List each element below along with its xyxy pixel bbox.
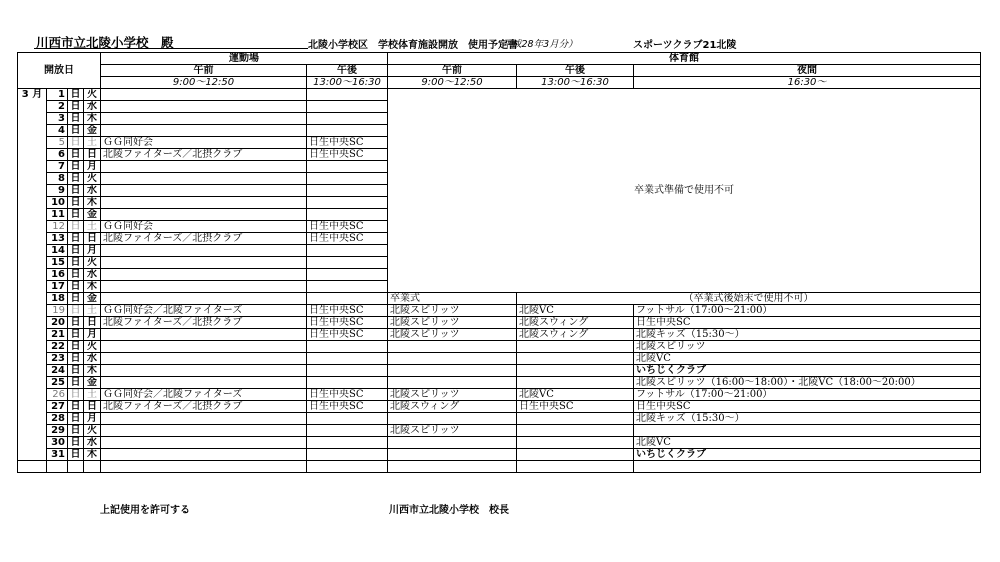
gym-pm-cell: 日生中央SC (517, 401, 634, 413)
gym-night-cell: 北陵VC (634, 353, 981, 365)
ground-pm-cell (307, 89, 388, 101)
gym-pm-cell (517, 365, 634, 377)
day-number: 15 (47, 257, 68, 269)
day-number: 2 (47, 101, 68, 113)
ground-am-cell (101, 257, 307, 269)
day-number: 23 (47, 353, 68, 365)
gym-am-cell (388, 365, 517, 377)
ground-am-cell: 北陵ファイターズ／北摂クラブ (101, 401, 307, 413)
weekday: 土 (84, 137, 101, 149)
table-row (18, 341, 981, 353)
day-unit: 日 (68, 305, 84, 317)
weekday: 水 (84, 185, 101, 197)
table-row (18, 329, 981, 341)
table-row (18, 389, 981, 401)
ground-pm-cell (307, 161, 388, 173)
weekday: 日 (84, 317, 101, 329)
ground-pm-cell (307, 257, 388, 269)
ground-am-header: 午前 (101, 65, 307, 77)
day-unit: 日 (68, 113, 84, 125)
table-row (18, 353, 981, 365)
table-row (18, 413, 981, 425)
gym-night-header: 夜間 (634, 65, 981, 77)
gym-night-cell: 日生中央SC (634, 317, 981, 329)
ground-pm-cell (307, 197, 388, 209)
table-row (18, 461, 981, 473)
day-unit: 日 (68, 293, 84, 305)
weekday: 水 (84, 353, 101, 365)
ground-am-cell (101, 269, 307, 281)
ground-am-cell (101, 113, 307, 125)
day-unit: 日 (68, 281, 84, 293)
ground-am-cell: ＧＧ同好会 (101, 137, 307, 149)
gym-night-cell: フットサル（17:00～21:00） (634, 305, 981, 317)
day-number: 3 (47, 113, 68, 125)
gym-night-cell: （卒業式後始末で使用不可） (517, 293, 981, 305)
day-unit: 日 (68, 317, 84, 329)
ground-am-cell (101, 185, 307, 197)
gym-am-cell: 北陵スピリッツ (388, 317, 517, 329)
ground-pm-cell (307, 125, 388, 137)
day-unit: 日 (68, 389, 84, 401)
day-number: 14 (47, 245, 68, 257)
weekday: 水 (84, 437, 101, 449)
gym-pm-time: 13:00～16:30 (517, 77, 634, 89)
day-unit: 日 (68, 173, 84, 185)
day-number: 27 (47, 401, 68, 413)
day-number: 11 (47, 209, 68, 221)
ground-pm-cell (307, 341, 388, 353)
gym-pm-cell: 北陵VC (517, 305, 634, 317)
open-day-header: 開放日 (18, 53, 101, 89)
day-number: 26 (47, 389, 68, 401)
gym-am-cell: 北陵スピリッツ (388, 425, 517, 437)
weekday: 月 (84, 161, 101, 173)
schedule-body (18, 89, 981, 473)
ground-pm-cell: 日生中央SC (307, 401, 388, 413)
day-unit: 日 (68, 353, 84, 365)
gym-am-cell (388, 341, 517, 353)
table-row (18, 425, 981, 437)
ground-am-cell (101, 341, 307, 353)
weekday: 日 (84, 233, 101, 245)
gym-am-cell: 北陵スウィング (388, 401, 517, 413)
ground-pm-cell: 日生中央SC (307, 317, 388, 329)
gym-am-time: 9:00～12:50 (388, 77, 517, 89)
ground-am-cell: 北陵ファイターズ／北摂クラブ (101, 317, 307, 329)
gym-am-cell (388, 377, 517, 389)
ground-am-cell (101, 161, 307, 173)
gym-night-cell: 北陵スピリッツ（16:00～18:00）・北陵VC（18:00～20:00） (634, 377, 981, 389)
weekday: 火 (84, 341, 101, 353)
ground-am-cell: 北陵ファイターズ／北摂クラブ (101, 149, 307, 161)
weekday: 火 (84, 89, 101, 101)
gym-night-cell: いちじくクラブ (634, 365, 981, 377)
weekday: 木 (84, 281, 101, 293)
day-unit: 日 (68, 329, 84, 341)
document-title: 北陵小学校区 学校体育施設開放 使用予定書 (308, 40, 518, 51)
day-number: 13 (47, 233, 68, 245)
ground-pm-cell (307, 269, 388, 281)
gym-am-cell (388, 353, 517, 365)
gym-closed-note: 卒業式準備で使用不可 (388, 89, 981, 293)
day-unit: 日 (68, 365, 84, 377)
gym-night-cell: 北陵キッズ（15:30～） (634, 413, 981, 425)
blank-cell (307, 461, 388, 473)
blank-cell (634, 461, 981, 473)
day-number: 1 (47, 89, 68, 101)
ground-pm-cell (307, 185, 388, 197)
gym-pm-cell (517, 413, 634, 425)
ground-am-cell (101, 437, 307, 449)
day-unit: 日 (68, 149, 84, 161)
table-row (18, 437, 981, 449)
gym-pm-cell: 北陵スウィング (517, 329, 634, 341)
ground-am-cell (101, 245, 307, 257)
gym-pm-header: 午後 (517, 65, 634, 77)
weekday: 木 (84, 365, 101, 377)
day-number: 28 (47, 413, 68, 425)
day-unit: 日 (68, 209, 84, 221)
day-unit: 日 (68, 377, 84, 389)
day-number: 25 (47, 377, 68, 389)
ground-am-cell (101, 425, 307, 437)
permit-statement: 上記使用を許可する (100, 505, 190, 516)
weekday: 木 (84, 449, 101, 461)
weekday: 木 (84, 197, 101, 209)
gym-am-cell: 北陵スピリッツ (388, 329, 517, 341)
ground-pm-cell (307, 101, 388, 113)
ground-pm-cell: 日生中央SC (307, 149, 388, 161)
gym-night-cell: 北陵キッズ（15:30～） (634, 329, 981, 341)
blank-cell (388, 461, 517, 473)
weekday: 火 (84, 257, 101, 269)
ground-pm-cell (307, 113, 388, 125)
ground-pm-cell: 日生中央SC (307, 233, 388, 245)
table-row (18, 365, 981, 377)
day-number: 17 (47, 281, 68, 293)
ground-pm-cell: 日生中央SC (307, 329, 388, 341)
gym-pm-cell: 北陵スウィング (517, 317, 634, 329)
blank-cell (18, 461, 47, 473)
weekday: 金 (84, 209, 101, 221)
weekday: 土 (84, 221, 101, 233)
day-number: 21 (47, 329, 68, 341)
table-row (18, 293, 981, 305)
gym-pm-cell (517, 437, 634, 449)
ground-pm-cell (307, 353, 388, 365)
gym-am-header: 午前 (388, 65, 517, 77)
gym-pm-cell (517, 425, 634, 437)
day-number: 5 (47, 137, 68, 149)
day-number: 4 (47, 125, 68, 137)
weekday: 月 (84, 245, 101, 257)
day-unit: 日 (68, 449, 84, 461)
ground-pm-cell: 日生中央SC (307, 389, 388, 401)
day-unit: 日 (68, 197, 84, 209)
ground-am-cell: ＧＧ同好会／北陵ファイターズ (101, 389, 307, 401)
gym-am-cell: 北陵スピリッツ (388, 305, 517, 317)
ground-am-cell: 北陵ファイターズ／北摂クラブ (101, 233, 307, 245)
day-number: 6 (47, 149, 68, 161)
day-unit: 日 (68, 245, 84, 257)
ground-pm-cell (307, 209, 388, 221)
principal-signature-line: 川西市立北陵小学校 校長 (389, 505, 509, 516)
gym-am-cell (388, 449, 517, 461)
table-row (18, 317, 981, 329)
day-unit: 日 (68, 137, 84, 149)
day-number: 30 (47, 437, 68, 449)
day-unit: 日 (68, 221, 84, 233)
gym-header: 体育館 (388, 53, 981, 65)
table-row (18, 89, 981, 101)
weekday: 日 (84, 401, 101, 413)
day-number: 10 (47, 197, 68, 209)
ground-am-cell: ＧＧ同好会 (101, 221, 307, 233)
ground-am-cell (101, 377, 307, 389)
ground-am-cell (101, 365, 307, 377)
ground-pm-cell (307, 449, 388, 461)
table-row (18, 449, 981, 461)
ground-pm-cell (307, 293, 388, 305)
day-unit: 日 (68, 89, 84, 101)
gym-pm-cell (517, 353, 634, 365)
gym-pm-cell: 北陵VC (517, 389, 634, 401)
gym-night-time: 16:30～ (634, 77, 981, 89)
ground-am-cell: ＧＧ同好会／北陵ファイターズ (101, 305, 307, 317)
blank-cell (84, 461, 101, 473)
ground-pm-cell (307, 377, 388, 389)
day-number: 16 (47, 269, 68, 281)
day-unit: 日 (68, 401, 84, 413)
schedule-table (17, 52, 981, 473)
weekday: 日 (84, 149, 101, 161)
weekday: 月 (84, 413, 101, 425)
ground-pm-cell: 日生中央SC (307, 137, 388, 149)
day-unit: 日 (68, 161, 84, 173)
weekday: 水 (84, 269, 101, 281)
ground-am-time: 9:00～12:50 (101, 77, 307, 89)
day-unit: 日 (68, 425, 84, 437)
day-number: 24 (47, 365, 68, 377)
table-row (18, 377, 981, 389)
day-unit: 日 (68, 101, 84, 113)
ground-pm-header: 午後 (307, 65, 388, 77)
ground-am-cell (101, 329, 307, 341)
ground-pm-cell (307, 173, 388, 185)
ground-am-cell (101, 101, 307, 113)
ground-pm-cell (307, 281, 388, 293)
ground-am-cell (101, 449, 307, 461)
document-period: （平成28年3月分） (493, 39, 578, 50)
blank-cell (101, 461, 307, 473)
gym-am-cell: 北陵スピリッツ (388, 389, 517, 401)
gym-night-cell: 北陵VC (634, 437, 981, 449)
ground-am-cell (101, 209, 307, 221)
day-number: 22 (47, 341, 68, 353)
gym-pm-cell (517, 449, 634, 461)
day-unit: 日 (68, 257, 84, 269)
ground-pm-cell (307, 245, 388, 257)
gym-pm-cell (517, 341, 634, 353)
day-number: 9 (47, 185, 68, 197)
day-number: 19 (47, 305, 68, 317)
gym-pm-cell (517, 377, 634, 389)
month-cell: 3 月 (18, 89, 47, 461)
day-number: 29 (47, 425, 68, 437)
table-row (18, 305, 981, 317)
gym-night-cell: 北陵スピリッツ (634, 341, 981, 353)
weekday: 土 (84, 389, 101, 401)
day-unit: 日 (68, 269, 84, 281)
day-number: 20 (47, 317, 68, 329)
ground-am-cell (101, 89, 307, 101)
day-number: 31 (47, 449, 68, 461)
day-unit: 日 (68, 437, 84, 449)
weekday: 火 (84, 425, 101, 437)
ground-am-cell (101, 281, 307, 293)
day-number: 18 (47, 293, 68, 305)
table-row (18, 401, 981, 413)
ground-header: 運動場 (101, 53, 388, 65)
gym-night-cell (634, 425, 981, 437)
gym-night-cell: フットサル（17:00～21:00） (634, 389, 981, 401)
ground-pm-cell (307, 425, 388, 437)
weekday: 金 (84, 293, 101, 305)
blank-cell (517, 461, 634, 473)
ground-pm-cell: 日生中央SC (307, 221, 388, 233)
ground-am-cell (101, 173, 307, 185)
day-number: 7 (47, 161, 68, 173)
ground-am-cell (101, 125, 307, 137)
ground-pm-time: 13:00～16:30 (307, 77, 388, 89)
gym-night-cell: いちじくクラブ (634, 449, 981, 461)
weekday: 水 (84, 101, 101, 113)
day-number: 8 (47, 173, 68, 185)
ground-pm-cell (307, 437, 388, 449)
blank-cell (68, 461, 84, 473)
blank-cell (47, 461, 68, 473)
ground-pm-cell: 日生中央SC (307, 305, 388, 317)
day-unit: 日 (68, 125, 84, 137)
day-number: 12 (47, 221, 68, 233)
weekday: 月 (84, 329, 101, 341)
day-unit: 日 (68, 413, 84, 425)
ground-pm-cell (307, 365, 388, 377)
weekday: 金 (84, 125, 101, 137)
day-unit: 日 (68, 341, 84, 353)
weekday: 金 (84, 377, 101, 389)
ground-pm-cell (307, 413, 388, 425)
weekday: 土 (84, 305, 101, 317)
ground-am-cell (101, 293, 307, 305)
gym-night-cell: 日生中央SC (634, 401, 981, 413)
day-unit: 日 (68, 233, 84, 245)
gym-am-cell (388, 437, 517, 449)
weekday: 木 (84, 113, 101, 125)
recipient: 川西市立北陵小学校 殿 (34, 33, 308, 49)
gym-am-cell: 卒業式 (388, 293, 517, 305)
day-unit: 日 (68, 185, 84, 197)
ground-am-cell (101, 353, 307, 365)
ground-am-cell (101, 413, 307, 425)
gym-am-cell (388, 413, 517, 425)
club-name: スポーツクラブ21北陵 (633, 40, 737, 51)
ground-am-cell (101, 197, 307, 209)
weekday: 火 (84, 173, 101, 185)
